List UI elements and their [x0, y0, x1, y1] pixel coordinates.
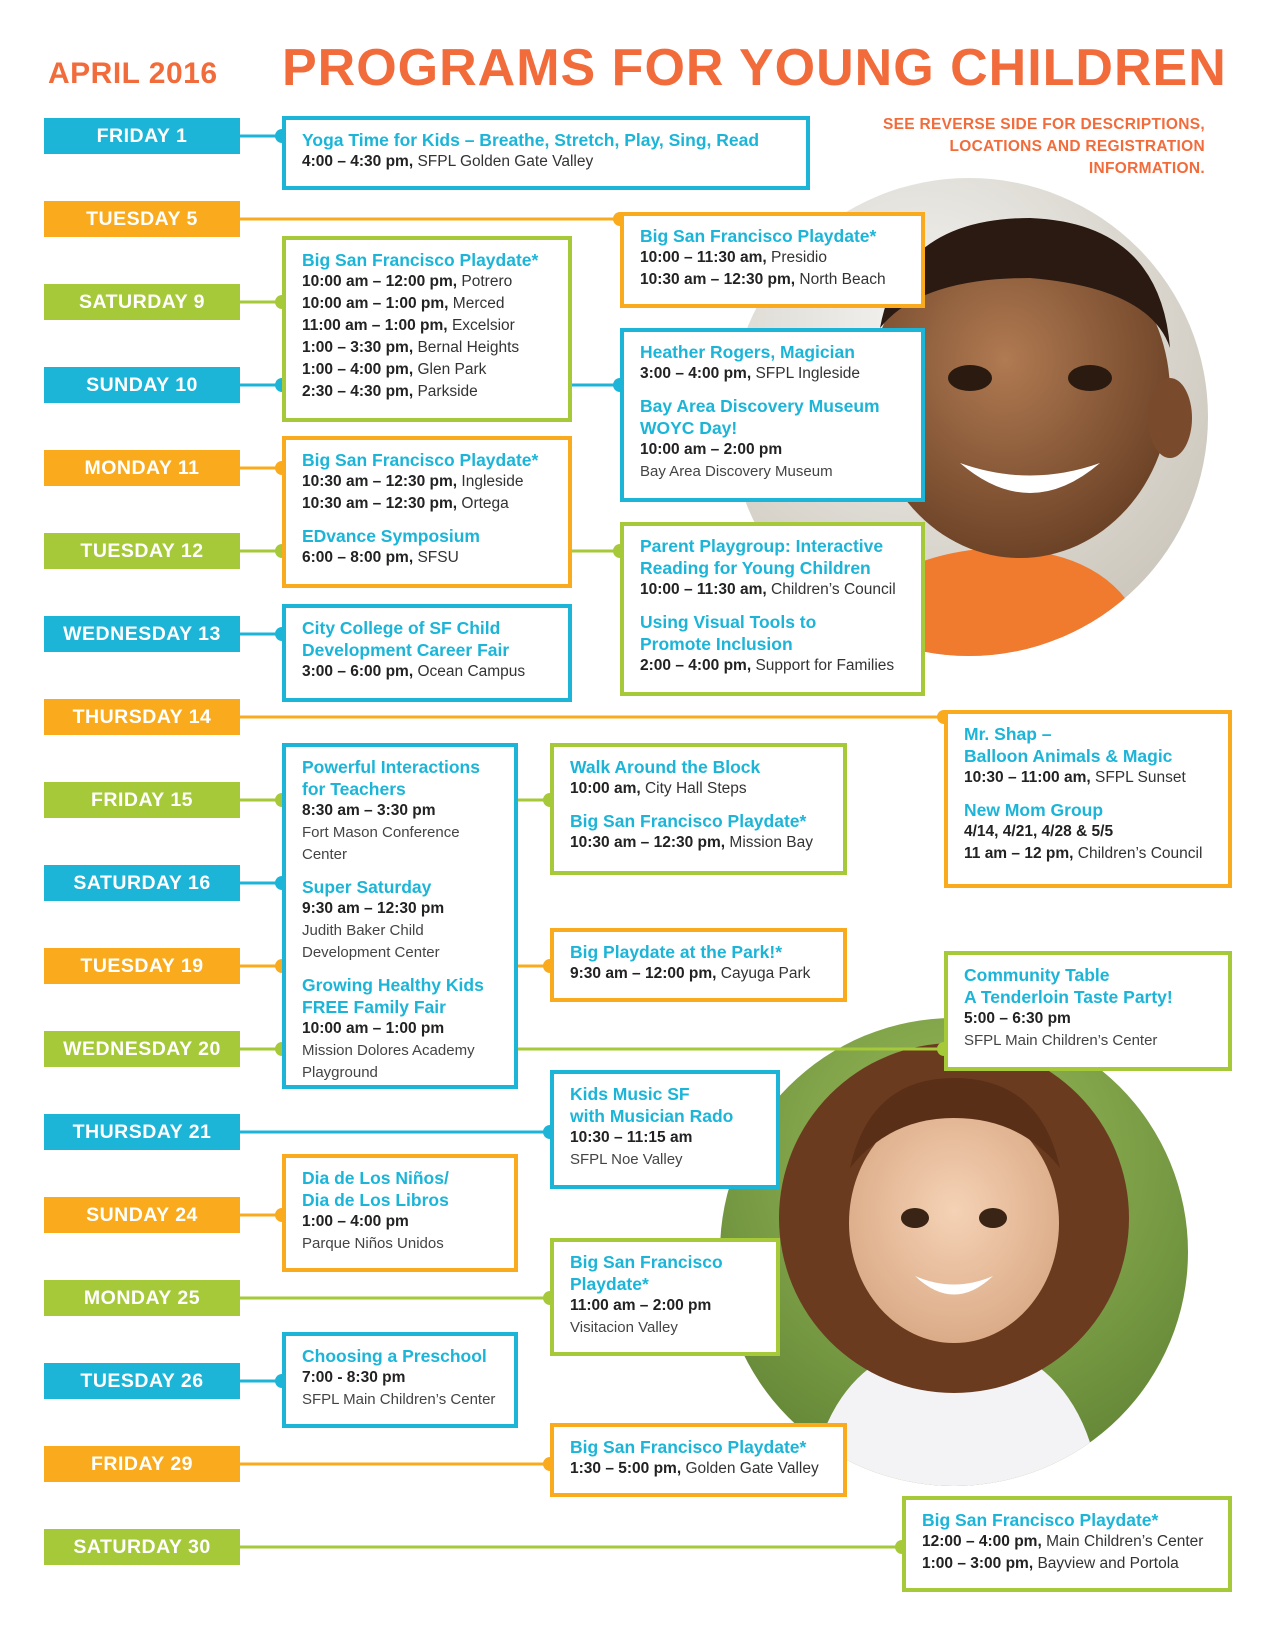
day-label: TUESDAY 5	[44, 201, 240, 237]
day-label: TUESDAY 19	[44, 948, 240, 984]
event-title: Powerful Interactions	[302, 757, 480, 777]
event-location: Presidio	[771, 249, 827, 266]
event-location: SFPL Main Children’s Center	[964, 1032, 1158, 1049]
event-title: with Musician Rado	[570, 1106, 734, 1126]
event-time: 7:00 - 8:30 pm	[302, 1369, 406, 1386]
day-label: MONDAY 11	[44, 450, 240, 486]
event-title: New Mom Group	[964, 800, 1104, 820]
event-title: Big San Francisco Playdate*	[922, 1510, 1159, 1530]
event-time: 2:00 – 4:00 pm,	[640, 657, 752, 674]
day-label: FRIDAY 1	[44, 118, 240, 154]
event-location: SFPL Main Children’s Center	[302, 1391, 496, 1408]
note-line: SEE REVERSE SIDE FOR DESCRIPTIONS,	[883, 116, 1205, 133]
event-title: Yoga Time for Kids – Breathe, Stretch, Play, Sing, Read	[302, 130, 760, 150]
day-label: TUESDAY 26	[44, 1363, 240, 1399]
event-location: Bay Area Discovery Museum	[640, 463, 833, 480]
event-title: Using Visual Tools to	[640, 612, 817, 632]
event-time: 10:30 – 11:15 am	[570, 1129, 693, 1146]
day-label: TUESDAY 12	[44, 533, 240, 569]
event-location: Bernal Heights	[417, 339, 520, 356]
event-mon11-group	[282, 436, 572, 588]
event-time: 9:30 am – 12:00 pm,	[570, 965, 717, 982]
event-time: 3:00 – 6:00 pm,	[302, 663, 414, 680]
event-title: Choosing a Preschool	[302, 1346, 487, 1366]
event-time: 10:00 am,	[570, 780, 641, 797]
event-time: 11:00 am – 1:00 pm,	[302, 317, 448, 334]
event-time: 9:30 am – 12:30 pm	[302, 900, 445, 917]
event-time: 10:00 – 11:30 am,	[640, 249, 767, 266]
day-label: FRIDAY 29	[44, 1446, 240, 1482]
event-time: 10:00 am – 1:00 pm,	[302, 295, 449, 312]
event-playdate-sat30	[902, 1496, 1232, 1592]
event-location: Children’s Council	[771, 581, 896, 598]
event-time: 4:00 – 4:30 pm,	[302, 153, 414, 170]
event-title: Mr. Shap –	[964, 724, 1052, 744]
event-title: Parent Playgroup: Interactive	[640, 536, 884, 556]
event-title: FREE Family Fair	[302, 997, 446, 1017]
event-title: Big San Francisco Playdate*	[302, 250, 539, 270]
day-label: SUNDAY 24	[44, 1197, 240, 1233]
event-title: A Tenderloin Taste Party!	[964, 987, 1173, 1007]
event-time: 1:00 – 4:00 pm,	[302, 361, 414, 378]
event-time: 11 am – 12 pm,	[964, 845, 1074, 862]
event-time: 10:30 am – 12:30 pm,	[302, 473, 458, 490]
event-time: 5:00 – 6:30 pm	[964, 1010, 1071, 1027]
event-title: Big San Francisco Playdate*	[570, 1437, 807, 1457]
event-title: WOYC Day!	[640, 418, 738, 438]
event-thu14-group	[944, 710, 1232, 888]
event-kids-music	[550, 1070, 780, 1189]
event-time: 1:00 – 3:30 pm,	[302, 339, 414, 356]
day-label: SATURDAY 16	[44, 865, 240, 901]
event-location: Mission Dolores Academy	[302, 1042, 475, 1059]
event-title: Kids Music SF	[570, 1084, 690, 1104]
event-title: Growing Healthy Kids	[302, 975, 484, 995]
event-location: Main Children’s Center	[1046, 1533, 1204, 1550]
event-location: Excelsior	[451, 317, 515, 334]
page-title: PROGRAMS FOR YOUNG CHILDREN	[282, 39, 1227, 97]
event-location: Children’s Council	[1077, 845, 1203, 862]
day-label: MONDAY 25	[44, 1280, 240, 1316]
event-time: 10:00 am – 12:00 pm,	[302, 273, 458, 290]
event-time: 10:00 am – 1:00 pm	[302, 1020, 445, 1037]
event-location: North Beach	[799, 271, 886, 288]
event-title: City College of SF Child	[302, 618, 501, 638]
day-label: SATURDAY 30	[44, 1529, 240, 1565]
event-title: Walk Around the Block	[570, 757, 761, 777]
event-title: Promote Inclusion	[640, 634, 793, 654]
event-playdate-fri29	[550, 1423, 847, 1497]
note-line: INFORMATION.	[1088, 160, 1205, 177]
event-time: 3:00 – 4:00 pm,	[640, 365, 752, 382]
event-title: Development Career Fair	[302, 640, 510, 660]
event-location: Parque Niños Unidos	[302, 1235, 444, 1252]
event-sun10-group	[620, 328, 925, 502]
event-title: Big Playdate at the Park!*	[570, 942, 783, 962]
event-time: 10:30 am – 12:30 pm,	[570, 834, 726, 851]
event-title: Bay Area Discovery Museum	[640, 396, 880, 416]
event-location: Merced	[452, 295, 505, 312]
event-playdate-mon25	[550, 1238, 780, 1356]
event-yoga-time	[282, 116, 810, 190]
event-multi-day-group	[282, 743, 518, 1089]
event-career-fair	[282, 604, 572, 702]
event-playdate-park	[550, 928, 847, 1002]
event-title: Super Saturday	[302, 877, 432, 897]
day-label: SUNDAY 10	[44, 367, 240, 403]
event-location: SFPL Ingleside	[755, 365, 861, 382]
event-title: Heather Rogers, Magician	[640, 342, 855, 362]
event-location: Parkside	[417, 383, 478, 400]
event-time: 8:30 am – 3:30 pm	[302, 802, 436, 819]
day-label: WEDNESDAY 20	[44, 1031, 240, 1067]
event-location: Golden Gate Valley	[685, 1460, 819, 1477]
event-playdate-tue5	[620, 212, 925, 308]
event-location: Potrero	[461, 273, 513, 290]
event-fri15-group	[550, 743, 847, 875]
event-location: Glen Park	[417, 361, 487, 378]
event-time: 1:30 – 5:00 pm,	[570, 1460, 682, 1477]
event-title: Reading for Young Children	[640, 558, 871, 578]
event-location: Judith Baker Child	[302, 922, 424, 939]
event-time: 6:00 – 8:00 pm,	[302, 549, 414, 566]
event-time: 10:00 – 11:30 am,	[640, 581, 767, 598]
event-time: 1:00 – 4:00 pm	[302, 1213, 409, 1230]
day-label: SATURDAY 9	[44, 284, 240, 320]
event-location: Ortega	[461, 495, 509, 512]
event-location: Support for Families	[755, 657, 895, 674]
event-location: SFSU	[417, 549, 459, 566]
event-dates: 4/14, 4/21, 4/28 & 5/5	[964, 823, 1114, 840]
event-location: Ingleside	[461, 473, 524, 490]
event-time: 1:00 – 3:00 pm,	[922, 1555, 1034, 1572]
event-location: City Hall Steps	[644, 780, 747, 797]
event-title: for Teachers	[302, 779, 406, 799]
event-time: 10:30 am – 12:30 pm,	[302, 495, 458, 512]
event-title: Big San Francisco Playdate*	[302, 450, 539, 470]
event-title: Dia de Los Niños/	[302, 1168, 449, 1188]
event-time: 2:30 – 4:30 pm,	[302, 383, 414, 400]
event-location: Mission Bay	[729, 834, 813, 851]
event-time: 11:00 am – 2:00 pm	[570, 1297, 712, 1314]
event-title: Dia de Los Libros	[302, 1190, 449, 1210]
event-title: Playdate*	[570, 1274, 649, 1294]
event-title: Big San Francisco	[570, 1252, 723, 1272]
event-location: Bayview and Portola	[1037, 1555, 1179, 1572]
event-title: EDvance Symposium	[302, 526, 480, 546]
note-line: LOCATIONS AND REGISTRATION	[949, 138, 1205, 155]
event-playdate-sat9	[282, 236, 572, 422]
event-title: Big San Francisco Playdate*	[640, 226, 877, 246]
event-location: Ocean Campus	[417, 663, 526, 680]
event-location: Playground	[302, 1064, 378, 1081]
month-heading: APRIL 2016	[48, 57, 218, 90]
day-label: FRIDAY 15	[44, 782, 240, 818]
event-title: Community Table	[964, 965, 1110, 985]
event-location: Development Center	[302, 944, 440, 961]
event-time: 10:00 am – 2:00 pm	[640, 441, 783, 458]
event-location: SFPL Sunset	[1095, 769, 1186, 786]
event-community-table	[944, 951, 1232, 1071]
event-location: SFPL Golden Gate Valley	[417, 153, 594, 170]
day-label: WEDNESDAY 13	[44, 616, 240, 652]
event-location: SFPL Noe Valley	[570, 1151, 683, 1168]
event-title: Balloon Animals & Magic	[964, 746, 1173, 766]
event-time: 10:30 – 11:00 am,	[964, 769, 1091, 786]
event-time: 12:00 – 4:00 pm,	[922, 1533, 1042, 1550]
day-label: THURSDAY 21	[44, 1114, 240, 1150]
event-location: Fort Mason Conference Center	[302, 824, 460, 863]
event-location: Visitacion Valley	[570, 1319, 678, 1336]
event-title: Big San Francisco Playdate*	[570, 811, 807, 831]
event-tue12-group	[620, 522, 925, 696]
event-dia-de-los-ninos	[282, 1154, 518, 1272]
event-location: Cayuga Park	[720, 965, 811, 982]
event-choosing-preschool	[282, 1332, 518, 1428]
event-time: 10:30 am – 12:30 pm,	[640, 271, 796, 288]
day-label: THURSDAY 14	[44, 699, 240, 735]
